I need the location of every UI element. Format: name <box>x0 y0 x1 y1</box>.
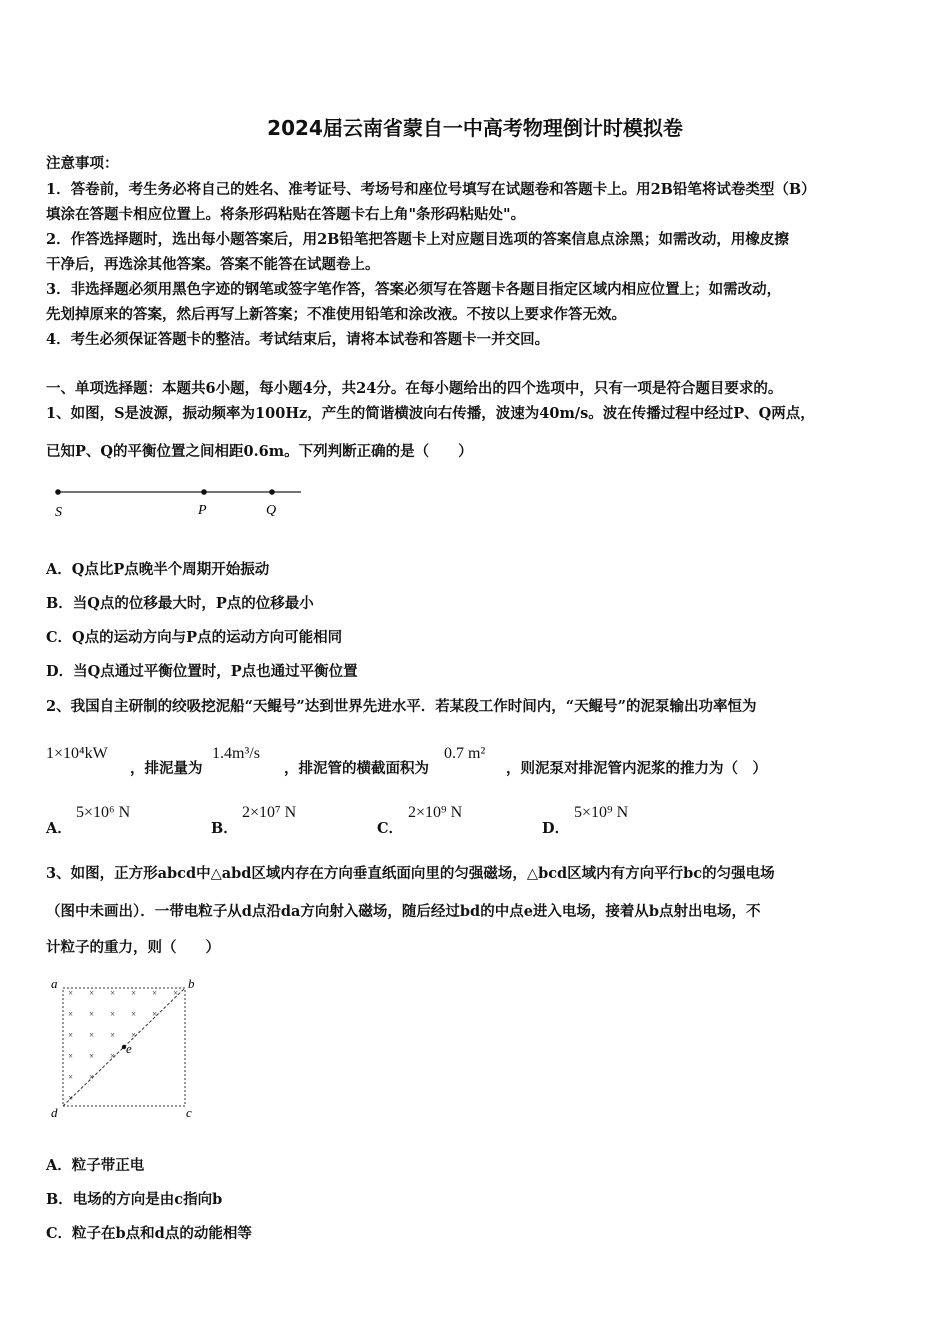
notice-heading: 注意事项： <box>46 155 119 172</box>
field-cross-mark: × <box>152 1009 158 1019</box>
question-2-text: ，排泥量为 <box>130 760 203 777</box>
notice-line: 3．非选择题必须用黑色字迹的钢笔或签字笔作答，答案必须写在答题卡各题目指定区域内相应位置上；如需改动， <box>46 281 782 298</box>
question-2-stem-line1: 2、我国自主研制的绞吸挖泥船“天鲲号”达到世界先进水平．若某段工作时间内，“天鲲号”的泥泵输出功率恒为 <box>46 698 757 715</box>
field-cross-mark: × <box>110 988 116 998</box>
question-2-text: ，排泥管的横截面积为 <box>284 760 429 777</box>
field-cross-mark: × <box>89 988 95 998</box>
page-title: 2024届云南省蒙自一中高考物理倒计时模拟卷 <box>267 116 683 140</box>
option-letter: A． <box>46 820 72 837</box>
field-cross-mark: × <box>110 1030 116 1040</box>
wave-line-figure <box>46 478 316 526</box>
field-cross-mark: × <box>131 1030 137 1040</box>
label-b: b <box>188 976 195 991</box>
field-cross-mark: × <box>152 988 158 998</box>
area-value: 0.7 m² <box>444 745 486 762</box>
label-e: e <box>126 1041 132 1056</box>
question-3-stem-line3: 计粒子的重力，则（ ） <box>46 939 220 956</box>
option-value: 2×10⁷ N <box>242 804 297 821</box>
option-value: 2×10⁹ N <box>408 804 463 821</box>
label-d: d <box>51 1105 58 1120</box>
field-cross-mark: × <box>89 1030 95 1040</box>
option-value: 5×10⁶ N <box>76 804 131 821</box>
label-q: Q <box>266 503 277 518</box>
field-cross-mark: × <box>68 1051 74 1061</box>
point-s-dot <box>55 489 61 495</box>
question-2-text: ，则泥泵对排泥管内泥浆的推力为（ ） <box>506 760 767 777</box>
notice-line: 填涂在答题卡相应位置上。将条形码粘贴在答题卡右上角"条形码粘贴处"。 <box>46 206 526 223</box>
notice-line: 2．作答选择题时，选出每小题答案后，用2B铅笔把答题卡上对应题目选项的答案信息点涂黑；如需改动，用橡皮擦 <box>46 231 789 248</box>
question-3-stem-line2: （图中未画出）．一带电粒子从d点沿da方向射入磁场，随后经过bd的中点e进入电场，接着从b点射出电场，不 <box>46 903 761 920</box>
field-cross-mark: × <box>68 1072 74 1082</box>
option-letter: B． <box>211 820 238 837</box>
point-p-dot <box>201 489 207 495</box>
label-a: a <box>51 976 58 991</box>
field-cross-mark: × <box>110 1051 116 1061</box>
field-cross-mark: × <box>68 1030 74 1040</box>
field-cross-mark: × <box>68 988 74 998</box>
question-1-stem-line2: 已知P、Q的平衡位置之间相距0.6m。下列判断正确的是（ ） <box>46 443 473 460</box>
q1-option-b[interactable]: B．当Q点的位移最大时，P点的位移最小 <box>46 595 314 612</box>
q3-option-a[interactable]: A．粒子带正电 <box>46 1157 145 1174</box>
question-3-stem-line1: 3、如图，正方形abcd中△abd区域内存在方向垂直纸面向里的匀强磁场，△bcd区域内有方向平行bc的匀强电场 <box>46 865 775 882</box>
notice-line: 4．考生必须保证答题卡的整洁。考试结束后，请将本试卷和答题卡一并交回。 <box>46 331 550 348</box>
field-cross-mark: × <box>131 1009 137 1019</box>
label-c: c <box>186 1105 192 1120</box>
q3-option-c[interactable]: C．粒子在b点和d点的动能相等 <box>46 1225 252 1242</box>
question-1-stem-line1: 1、如图，S是波源，振动频率为100Hz，产生的简谐横波向右传播，波速为40m/s。波在传播过程中经过P、Q两点， <box>46 405 815 422</box>
q1-option-d[interactable]: D．当Q点通过平衡位置时，P点也通过平衡位置 <box>46 663 358 680</box>
field-cross-mark: × <box>89 1051 95 1061</box>
field-cross-mark: × <box>68 1093 74 1103</box>
option-letter: D． <box>542 820 570 837</box>
label-s: S <box>55 505 62 520</box>
field-cross-mark: × <box>89 1009 95 1019</box>
q1-option-a[interactable]: A．Q点比P点晚半个周期开始振动 <box>46 561 270 578</box>
field-cross-mark: × <box>89 1072 95 1082</box>
q1-option-c[interactable]: C．Q点的运动方向与P点的运动方向可能相同 <box>46 629 343 646</box>
notice-line: 先划掉原来的答案，然后再写上新答案；不准使用铅笔和涂改液。不按以上要求作答无效。 <box>46 306 626 323</box>
power-value: 1×10⁴kW <box>46 745 108 762</box>
q3-option-b[interactable]: B．电场的方向是由c指向b <box>46 1191 223 1208</box>
notice-line: 1．答卷前，考生务必将自己的姓名、准考证号、考场号和座位号填写在试题卷和答题卡上。用2B铅笔将试卷类型（B） <box>46 181 816 198</box>
notice-line: 干净后，再选涂其他答案。答案不能答在试题卷上。 <box>46 256 380 273</box>
field-cross-mark: × <box>68 1009 74 1019</box>
field-cross-mark: × <box>173 988 179 998</box>
flow-value: 1.4m³/s <box>212 745 260 762</box>
square-field-figure <box>46 972 206 1122</box>
section-heading: 一、单项选择题：本题共6小题，每小题4分，共24分。在每小题给出的四个选项中，只有一项是符合题目要求的。 <box>46 380 783 397</box>
option-letter: C． <box>377 820 404 837</box>
label-p: P <box>198 503 207 518</box>
option-value: 5×10⁹ N <box>574 804 629 821</box>
field-cross-mark: × <box>131 988 137 998</box>
field-cross-mark: × <box>110 1009 116 1019</box>
point-q-dot <box>269 489 275 495</box>
